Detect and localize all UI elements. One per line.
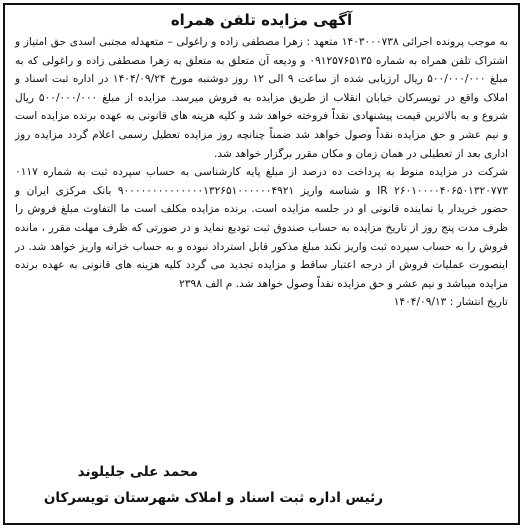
signer-title: رئیس اداره ثبت اسناد و املاک شهرستان تویسرکان <box>43 490 383 506</box>
notice-title: آگهی مزایده تلفن همراه <box>170 11 353 29</box>
notice-paragraph-1: به موجب پرونده اجرائی ۱۴۰۳۰۰۰۷۳۸ متعهد : زهرا مصطفی زاده و راغولی – متعهدله مجتبی اسدی حق امتیاز و اشتراک تلفن همراه به شماره ۰۹۱۲۵۷۶۵۱۳۵ و ودیعه آن متعلق به متعلق به زهرا مصطفی زاده و راغولی که به مبلغ ۵۰۰/۰۰۰/۰۰۰ ریال ارزیابی شده از ساعت ۹ الی ۱۲ روز دوشنبه مورخ ۱۴۰۴/۰۹/۲۴ در اداره ثبت اسناد و املاک واقع در تویسرکان خیابان انقلاب از طریق مزایده به فروش میرسد. مزایده از مبلغ ۵۰۰/۰۰۰/۰۰۰ ریال شروع و به بالاترین قیمت پیشنهادی نقداً فروخته خواهد شد و کلیه هزینه های قانونی به عهده برنده مزایده است و نیم عشر و حق مزایده نقداً وصول خواهد شد ضمناً چنانچه روز مزایده تعطیل رسمی اعلام گردد مزایده روز اداری بعد از تعطیلی در همان زمان و مکان مقرر برگزار خواهد شد. <box>15 36 508 160</box>
notice-paragraph-2: شرکت در مزایده منوط به پرداخت ده درصد از مبلغ پایه کارشناسی به حساب سپرده ثبت به شماره ۰۱۱۷ ۲۶۰۱۰۰۰۰۴۰۶۵۰۱۳۲۰۷۷۳ IR و شناسه واریز ۹۰۰۰۰۰۰۰۰۰۰۰۰۰۰۱۳۲۶۵۱۰۰۰۰۰۰۴۹۲۱ بانک مرکزی ایران و حضور خریدار یا نماینده قانونی او در جلسه مزایده است. برنده مزایده مکلف است ما التفاوت مبلغ فروش را ظرف مدت پنج روز از تاریخ مزایده به حساب صندوق ثبت تودیع نماید و در صورتی که ظرف مهلت مقرر ، مانده فروش را به حساب سپرده ثبت واریز نکند مبلغ مذکور قابل استرداد نبوده و به حساب خزانه واریز خواهد شد. در اینصورت عملیات فروش از درجه اعتبار ساقط و مزایده تجدید می گردد کلیه هزینه های قانونی به عهده برنده مزایده میباشد و نیم عشر و حق مزایده نقداً وصول خواهد شد. م الف ۲۳۹۸ <box>15 166 508 290</box>
notice-body <box>15 33 508 293</box>
publication-date: تاریخ انتشار : ۱۴۰۴/۰۹/۱۳ <box>393 296 508 309</box>
signer-name: محمد علی جلیلوند <box>77 464 198 480</box>
auction-notice <box>3 3 520 525</box>
